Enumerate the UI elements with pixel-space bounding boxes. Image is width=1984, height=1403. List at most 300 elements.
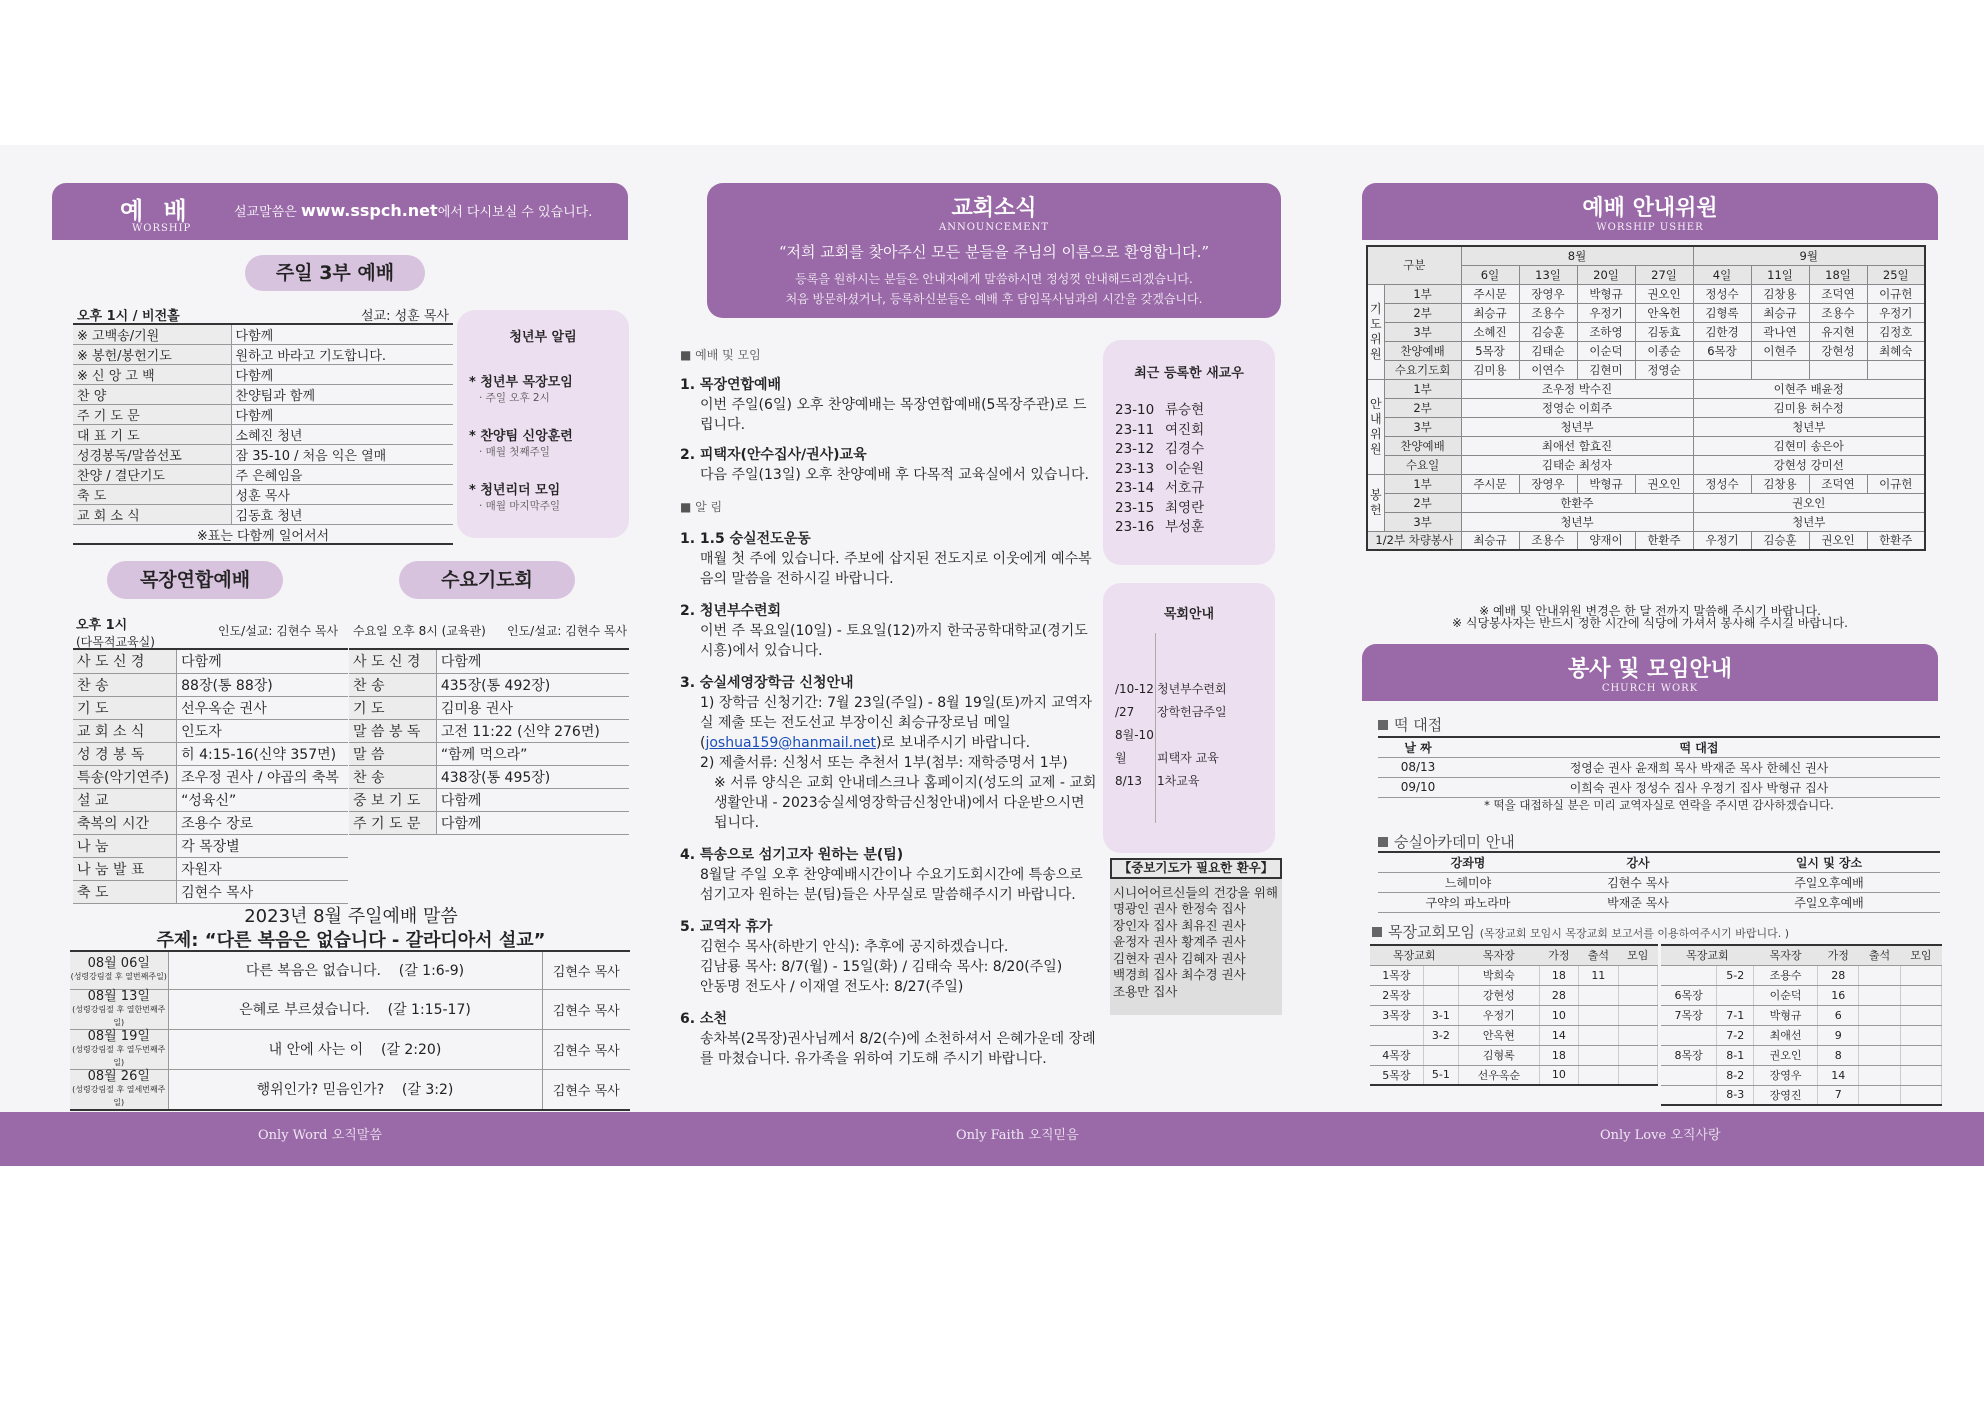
table-cell (1661, 1025, 1717, 1045)
table-cell (1717, 985, 1754, 1005)
usher-cell: 소혜진 (1461, 322, 1519, 341)
row-label: 찬 양 (73, 385, 231, 405)
table-row (73, 485, 453, 505)
usher-row (1367, 417, 1925, 436)
table-cell: 우정기 (1459, 1005, 1540, 1025)
table-row (1661, 985, 1942, 1005)
sermon-preacher: 김현수 목사 (552, 1003, 620, 1019)
usher-row (1367, 303, 1925, 322)
usher-cell: 김형록 (1693, 303, 1751, 322)
union-place: (다목적교육실) (76, 635, 155, 649)
usher-cell: 유지현 (1809, 322, 1867, 341)
usher-cell: 최혜숙 (1867, 341, 1925, 360)
table-cell: 10 (1539, 1065, 1578, 1085)
row-label: ※ 신 앙 고 백 (73, 365, 231, 385)
table-cell: 4목장 (1370, 1045, 1423, 1065)
new-member: 23-12 김경수 (1115, 441, 1205, 457)
news-line1: 등록을 원하시는 분들은 안내자에게 말씀하시면 정성껏 안내해드리겠습니다. (795, 272, 1193, 286)
row-label: 기 도 (349, 696, 436, 719)
table-row (73, 425, 453, 445)
announcement-item (680, 445, 1098, 485)
table-row (1370, 1025, 1658, 1045)
youth-item-sub: · 매월 마지막주일 (479, 500, 561, 512)
youth-title: 청년부 알림 (509, 330, 577, 345)
table-row (73, 811, 348, 834)
table-cell: 7목장 (1661, 1005, 1717, 1025)
youth-item (469, 371, 629, 405)
rice-table (1378, 736, 1940, 798)
announcement-body: 8월달 주일 오후 찬양예배시간이나 수요기도회시간에 특송으로 섬기고자 원하는 분(팀)들은 사무실로 말씀해주시기 바랍니다. (700, 867, 1083, 903)
column-header: 날 짜 (1378, 737, 1458, 757)
usher-row-label: 1/2부 차량봉사 (1367, 531, 1461, 550)
usher-cell (1693, 360, 1751, 379)
table-row (349, 788, 629, 811)
table-cell: 장영진 (1754, 1085, 1818, 1105)
table-cell: 안옥현 (1459, 1025, 1540, 1045)
table-cell (1859, 1025, 1900, 1045)
row-label: 나 눔 (73, 834, 177, 857)
announcement-title: 2. 피택자(안수집사/권사)교육 (680, 447, 867, 463)
row-value: 인도자 (177, 719, 348, 742)
row-label: 말 씀 (349, 742, 436, 765)
row-label: 말 씀 봉 독 (349, 719, 436, 742)
new-member: 23-13 이순원 (1115, 460, 1205, 477)
usher-date: 27일 (1635, 265, 1693, 284)
table-header (1378, 852, 1940, 872)
table-row (1378, 777, 1940, 797)
table-cell: 조용수 (1754, 965, 1818, 985)
table-cell: 박재준 목사 (1558, 892, 1718, 912)
row-label: 주 기 도 문 (349, 811, 436, 834)
prayer-name: 장인자 집사 최유진 권사 (1113, 917, 1246, 933)
new-members-title: 최근 등록한 새교우 (1134, 366, 1244, 381)
usher-month-aug: 8월 (1461, 246, 1693, 265)
announcement-body: 이번 주 목요일(10일) - 토요일(12)까지 한국공학대학교(경기도 시흥)에서 있습니다. (700, 623, 1088, 659)
table-cell: 장영우 (1754, 1065, 1818, 1085)
column-header: 모임 (1900, 945, 1941, 965)
announcement-item (680, 845, 1098, 905)
usher-cell: 청년부 (1461, 512, 1693, 531)
announcements (680, 345, 1098, 1069)
row-label: 축 도 (73, 485, 231, 505)
row-label: 찬 송 (349, 765, 436, 788)
table-row (73, 345, 453, 365)
usher-cell: 한환주 (1461, 493, 1693, 512)
row-label: 특송(악기연주) (73, 765, 177, 788)
usher-cell: 최승규 (1461, 303, 1519, 322)
pastoral-title: 목회안내 (1163, 607, 1215, 622)
table-cell: 28 (1539, 985, 1578, 1005)
column-header: 강사 (1558, 852, 1718, 872)
table-cell: 권오인 (1754, 1045, 1818, 1065)
usher-cell: 한환주 (1635, 531, 1693, 550)
row-value: 각 목장별 (177, 834, 348, 857)
usher-cell: 권오인 (1809, 531, 1867, 550)
order-table (73, 325, 453, 525)
table-row (1378, 757, 1940, 777)
table-cell (1579, 1045, 1618, 1065)
table-row (73, 505, 453, 525)
usher-date: 13일 (1519, 265, 1577, 284)
sermon-date: 08월 26일 (성령강림절 후 열세번째주일) (70, 1069, 168, 1110)
table-cell (1423, 1045, 1458, 1065)
usher-cell: 김태순 (1519, 341, 1577, 360)
usher-row-label: 2부 (1384, 493, 1461, 512)
table-cell (1900, 1005, 1941, 1025)
footer (0, 1112, 1984, 1166)
announcement-title: 6. 소천 (680, 1011, 727, 1027)
row-label: ※ 봉헌/봉헌기도 (73, 345, 231, 365)
column-header: 모임 (1618, 945, 1657, 965)
new-member: 23-16 부성훈 (1115, 519, 1205, 535)
table-cell (1423, 965, 1458, 985)
announcement-title: 5. 교역자 휴가 (680, 919, 773, 935)
youth-notice (457, 310, 629, 538)
usher-row (1367, 322, 1925, 341)
usher-cell: 조용수 (1809, 303, 1867, 322)
wed-title: 수요기도회 (399, 561, 575, 599)
usher-row-label: 3부 (1384, 322, 1461, 341)
usher-cell: 한환주 (1867, 531, 1925, 550)
table-cell: 주일오후예배 (1718, 892, 1940, 912)
rice-note: * 떡을 대접하실 분은 미리 교역자실로 연락을 주시면 감사하겠습니다. (1484, 798, 1834, 812)
union-title: 목장연합예배 (107, 561, 283, 599)
announcement-body: 다음 주일(13일) 오후 찬양예배 후 다목적 교육실에서 있습니다. (700, 467, 1089, 483)
row-value: 다함께 (436, 650, 629, 673)
usher-cell: 김현미 (1577, 360, 1635, 379)
table-row (73, 465, 453, 485)
table-row (73, 673, 348, 696)
usher-cell: 강현성 (1809, 341, 1867, 360)
sermon-title: 은혜로 부르셨습니다. (갈 1:15-17) (168, 989, 542, 1029)
table-cell: 8 (1818, 1045, 1859, 1065)
announcement-body: 2) 제출서류: 신청서 또는 추천서 1부(첨부: 재학증명서 1부) (700, 755, 1068, 771)
table-cell: 8목장 (1661, 1045, 1717, 1065)
sermon-head: 2023년 8월 주일예배 말씀 (244, 906, 458, 927)
usher-note1: ※ 예배 및 안내위원 변경은 한 달 전까지 말씀해 주시기 바랍니다. (1479, 604, 1821, 618)
row-value: 다함께 (231, 325, 453, 345)
table-cell: 김형록 (1459, 1045, 1540, 1065)
usher-cell: 조용수 (1519, 303, 1577, 322)
table-cell (1859, 985, 1900, 1005)
usher-date: 20일 (1577, 265, 1635, 284)
usher-cell: 이종순 (1635, 341, 1693, 360)
table-cell: 이순덕 (1754, 985, 1818, 1005)
usher-cell: 정영순 (1635, 360, 1693, 379)
table-cell: 7-2 (1717, 1025, 1754, 1045)
usher-cell: 이규헌 (1867, 284, 1925, 303)
table-cell (1661, 1085, 1717, 1105)
table-row (349, 719, 629, 742)
usher-cell: 주시문 (1461, 474, 1519, 493)
sermon-preacher: 김현수 목사 (552, 1083, 620, 1099)
usher-row (1367, 284, 1925, 303)
site-link[interactable]: www.sspch.net (300, 201, 438, 220)
table-cell: 8-2 (1717, 1065, 1754, 1085)
table-cell (1579, 1065, 1618, 1085)
column-header: 가정 (1818, 945, 1859, 965)
usher-row (1367, 512, 1925, 531)
announcement-item (680, 375, 1098, 435)
usher-note2: ※ 식당봉사자는 반드시 정한 시간에 식당에 가셔서 봉사해 주시길 바랍니다. (1452, 616, 1848, 630)
row-value: 성훈 목사 (231, 485, 453, 505)
row-label: 교 회 소 식 (73, 719, 177, 742)
table-cell (1859, 1005, 1900, 1025)
row-label: 축 도 (73, 880, 177, 903)
usher-cell: 청년부 (1693, 512, 1925, 531)
usher-header-row (1367, 246, 1925, 265)
footer-love: Only Love 오직사랑 (1600, 1128, 1721, 1143)
footer-faith: Only Faith 오직믿음 (956, 1128, 1079, 1143)
usher-cell: 강현성 강미선 (1693, 455, 1925, 474)
usher-cell: 권오인 (1635, 474, 1693, 493)
youth-item-title: * 청년리더 모임 (469, 483, 561, 498)
table-row (1370, 985, 1658, 1005)
usher-date: 25일 (1867, 265, 1925, 284)
row-label: 사 도 신 경 (349, 650, 436, 673)
row-value: 김동효 청년 (231, 505, 453, 525)
usher-cell: 주시문 (1461, 284, 1519, 303)
table-row (349, 742, 629, 765)
table-cell: 16 (1818, 985, 1859, 1005)
usher-cell: 최애선 함효진 (1461, 436, 1693, 455)
usher-cell: 김한경 (1693, 322, 1751, 341)
usher-row (1367, 493, 1925, 512)
row-value: 찬양팀과 함께 (231, 385, 453, 405)
section-worship: ■ 예배 및 모임 (680, 348, 761, 362)
cell-table-right (1661, 944, 1942, 1106)
table-cell: 18 (1539, 965, 1578, 985)
sermon-theme: 주제: “다른 복음은 없습니다 - 갈라디아서 설교” (156, 930, 546, 951)
pastoral-item: 8월-10월 피택자 교육 (1115, 728, 1219, 765)
row-value: 소혜진 청년 (231, 425, 453, 445)
youth-item-title: * 청년부 목장모임 (469, 375, 573, 390)
table-row (349, 811, 629, 834)
usher-row-label: 찬양예배 (1384, 436, 1461, 455)
usher-cell: 6목장 (1693, 341, 1751, 360)
table-row (349, 696, 629, 719)
usher-row (1367, 379, 1925, 398)
table-row (1378, 872, 1940, 892)
service3-time: 오후 1시 / 비전홀 (77, 309, 180, 324)
usher-cell: 이현주 (1751, 341, 1809, 360)
service3-preacher: 설교: 성훈 목사 (361, 309, 449, 324)
table-cell: 7-1 (1717, 1005, 1754, 1025)
table-cell (1579, 985, 1618, 1005)
table-header (1661, 945, 1942, 965)
table-cell (1900, 1025, 1941, 1045)
usher-cell: 권오인 (1693, 493, 1925, 512)
usher-cell (1867, 360, 1925, 379)
worship-title: 예 배 (120, 197, 193, 225)
new-members-box (1103, 340, 1275, 565)
new-member: 23-15 최영란 (1115, 499, 1205, 516)
announcement-body: 매월 첫 주에 있습니다. 주보에 삽지된 전도지로 이웃에게 예수복음의 말씀을 전하시길 바랍니다. (700, 551, 1092, 587)
table-cell: 08/13 (1378, 757, 1458, 777)
table-cell: 10 (1539, 1005, 1578, 1025)
table-cell: 구약의 파노라마 (1378, 892, 1558, 912)
wed-leader: 인도/설교: 김현수 목사 (507, 624, 628, 638)
usher-group: 안내위원 (1367, 379, 1384, 474)
usher-cell: 이현주 배윤정 (1693, 379, 1925, 398)
table-row (349, 673, 629, 696)
prayer-name: 윤정자 권사 황계주 권사 (1113, 934, 1246, 949)
academy-heading: 숭실아카데미 안내 (1378, 831, 1515, 852)
table-cell: 2목장 (1370, 985, 1423, 1005)
usher-cell: 이연수 (1519, 360, 1577, 379)
row-value: 김미용 권사 (436, 696, 629, 719)
row-label: ※ 고백송/기원 (73, 325, 231, 345)
union-order (73, 650, 348, 904)
usher-cell: 곽나연 (1751, 322, 1809, 341)
usher-row (1367, 531, 1925, 550)
usher-row-label: 2부 (1384, 398, 1461, 417)
usher-cell: 이순덕 (1577, 341, 1635, 360)
email-link[interactable]: joshua159@hanmail.net (705, 735, 877, 751)
table-cell (1859, 965, 1900, 985)
row-value: 자원자 (177, 857, 348, 880)
table-row (73, 834, 348, 857)
usher-cell: 김승훈 (1751, 531, 1809, 550)
usher-gubun: 구분 (1367, 246, 1461, 284)
usher-cell: 김정호 (1867, 322, 1925, 341)
row-value: 고전 11:22 (신약 276면) (436, 719, 629, 742)
table-cell: 09/10 (1378, 777, 1458, 797)
usher-cell: 최승규 (1461, 531, 1519, 550)
pastoral-item: /27 장학헌금주일 (1115, 705, 1227, 719)
table-cell: 김현수 목사 (1558, 872, 1718, 892)
table-cell (1900, 1085, 1941, 1105)
usher-cell: 최승규 (1751, 303, 1809, 322)
table-cell: 주일오후예배 (1718, 872, 1940, 892)
usher-cell: 우정기 (1577, 303, 1635, 322)
usher-row-label: 1부 (1384, 284, 1461, 303)
column-header: 목자장 (1754, 945, 1818, 965)
youth-item-title: * 찬양팀 신앙훈련 (469, 429, 573, 444)
wed-time: 수요일 오후 8시 (교육관) (353, 624, 486, 638)
table-row (73, 788, 348, 811)
table-cell: 6목장 (1661, 985, 1717, 1005)
pastoral-box (1103, 583, 1275, 853)
announcement-body: 송차복(2목장)권사님께서 8/2(수)에 소천하셔서 은혜가운데 장례를 마쳤습니다. 유가족을 위하여 기도해 주시기 바랍니다. (700, 1031, 1096, 1067)
table-cell: 선우옥순 (1459, 1065, 1540, 1085)
table-cell (1618, 1005, 1657, 1025)
table-cell: 1목장 (1370, 965, 1423, 985)
row-value: 김현수 목사 (177, 880, 348, 903)
column-header: 목장교회 (1661, 945, 1754, 965)
usher-row (1367, 341, 1925, 360)
table-row (1661, 1045, 1942, 1065)
row-value: 435장(통 492장) (436, 673, 629, 696)
announcement-title: 1. 1.5 숭실전도운동 (680, 531, 811, 547)
usher-cell: 박형규 (1577, 474, 1635, 493)
table-cell: 7 (1818, 1085, 1859, 1105)
usher-cell: 김동효 (1635, 322, 1693, 341)
table-cell: 정영순 권사 윤재희 목사 박재준 목사 한혜신 권사 (1458, 757, 1940, 777)
rice-heading: 떡 대접 (1378, 714, 1442, 735)
usher-cell: 박형규 (1577, 284, 1635, 303)
row-value: 조우정 권사 / 야곱의 축복 (177, 765, 348, 788)
usher-row-label: 수요일 (1384, 455, 1461, 474)
sermon-table (70, 950, 630, 1111)
usher-cell: 조덕연 (1809, 474, 1867, 493)
table-row (1370, 1005, 1658, 1025)
row-value: 다함께 (436, 788, 629, 811)
prayer-sub: 시니어어르신들의 건강을 위해 (1113, 884, 1278, 900)
table-header (1370, 945, 1658, 965)
table-cell (1900, 965, 1941, 985)
table-cell (1579, 1005, 1618, 1025)
row-value: 주 은혜임을 (231, 465, 453, 485)
usher-header (1362, 183, 1938, 240)
usher-cell: 김창용 (1751, 474, 1809, 493)
usher-cell: 5목장 (1461, 341, 1519, 360)
sermon-row (70, 951, 630, 989)
table-cell: 14 (1818, 1065, 1859, 1085)
row-label: 기 도 (73, 696, 177, 719)
table-cell: 18 (1539, 1045, 1578, 1065)
union-table (73, 614, 348, 904)
table-cell (1423, 985, 1458, 1005)
row-value: 원하고 바라고 기도합니다. (231, 345, 453, 365)
column-header: 출석 (1579, 945, 1618, 965)
table-row (1661, 1085, 1942, 1105)
new-member: 23-11 여진회 (1115, 421, 1205, 438)
table-cell: 6 (1818, 1005, 1859, 1025)
announcement-title: 1. 목장연합예배 (680, 377, 782, 393)
sermon-row (70, 989, 630, 1029)
table-cell: 8-3 (1717, 1085, 1754, 1105)
table-row (349, 765, 629, 788)
prayer-box (1110, 858, 1282, 1015)
news-line2: 처음 방문하셨거나, 등록하신분들은 예배 후 담임목사님과의 시간을 갖겠습니다. (785, 292, 1203, 306)
usher-month-sep: 9월 (1693, 246, 1925, 265)
usher-cell: 정성수 (1693, 284, 1751, 303)
table-cell (1859, 1085, 1900, 1105)
row-value: “함께 먹으라” (436, 742, 629, 765)
row-label: 축복의 시간 (73, 811, 177, 834)
table-cell: 5-2 (1717, 965, 1754, 985)
usher-cell: 우정기 (1693, 531, 1751, 550)
table-cell (1618, 965, 1657, 985)
usher-cell: 조덕연 (1809, 284, 1867, 303)
new-member: 23-14 서호규 (1115, 480, 1205, 496)
row-value: 선우옥순 권사 (177, 696, 348, 719)
table-cell: 5-1 (1423, 1065, 1458, 1085)
row-label: 성 경 봉 독 (73, 742, 177, 765)
news-title: 교회소식 (951, 196, 1037, 221)
usher-row-label: 3부 (1384, 417, 1461, 436)
usher-row (1367, 455, 1925, 474)
usher-row (1367, 398, 1925, 417)
table-row (1378, 892, 1940, 912)
usher-subtitle: WORSHIP USHER (1596, 222, 1704, 233)
table-row (73, 365, 453, 385)
row-value: 히 4:15-16(신약 357면) (177, 742, 348, 765)
table-row (73, 385, 453, 405)
sermon-row (70, 1069, 630, 1110)
table-row (1370, 965, 1658, 985)
wed-order (349, 650, 629, 835)
table-row (73, 880, 348, 903)
row-label: 성경봉독/말씀선포 (73, 445, 231, 465)
table-cell (1618, 985, 1657, 1005)
row-label: 찬 송 (73, 673, 177, 696)
table-row (1661, 1065, 1942, 1085)
table-cell (1661, 1065, 1717, 1085)
sermon-date: 08월 19일 (성령강림절 후 열두번째주일) (70, 1029, 168, 1069)
service3-title: 주일 3부 예배 (245, 255, 425, 291)
